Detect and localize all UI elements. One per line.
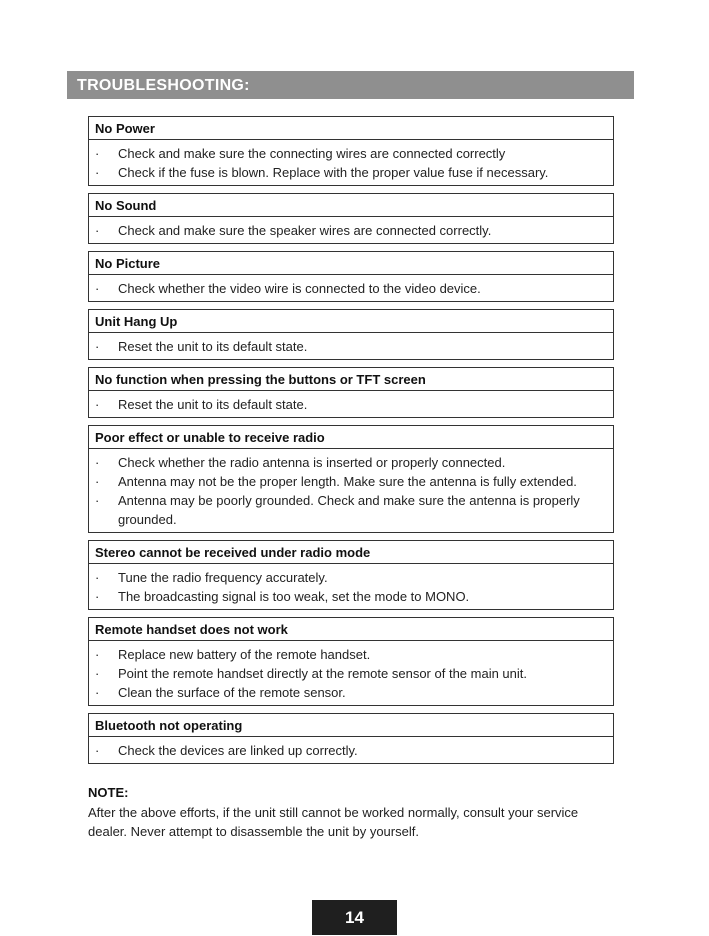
- bullet-list: [89, 641, 613, 705]
- list-item: [89, 221, 613, 240]
- bullet-icon: ·: [95, 339, 100, 354]
- troubleshooting-list: [88, 116, 614, 771]
- list-item-text: Point the remote handset directly at the remote sensor of the main unit.: [118, 666, 527, 681]
- troubleshooting-section: [88, 367, 614, 418]
- bullet-list: [89, 564, 613, 609]
- section-title: Bluetooth not operating: [89, 714, 613, 737]
- bullet-list: [89, 217, 613, 243]
- list-item-text: Check whether the video wire is connected to the video device.: [118, 281, 481, 296]
- bullet-icon: ·: [95, 455, 100, 470]
- bullet-list: [89, 737, 613, 763]
- note-text: After the above efforts, if the unit still cannot be worked normally, consult your service dealer. Never attempt to disassemble the unit by yourself.: [88, 805, 579, 839]
- list-item: [89, 664, 613, 683]
- bullet-icon: ·: [95, 474, 100, 489]
- note-label: NOTE:: [88, 785, 129, 800]
- bullet-icon: ·: [95, 570, 100, 585]
- list-item-text: Antenna may not be the proper length. Make sure the antenna is fully extended.: [118, 474, 577, 489]
- list-item: [89, 587, 613, 606]
- section-title: Unit Hang Up: [89, 310, 613, 333]
- list-item-text: Check and make sure the connecting wires are connected correctly: [118, 146, 506, 161]
- list-item-text: The broadcasting signal is too weak, set the mode to MONO.: [118, 589, 470, 604]
- troubleshooting-section: [88, 251, 614, 302]
- troubleshooting-section: [88, 617, 614, 706]
- bullet-list: [89, 333, 613, 359]
- bullet-icon: ·: [95, 589, 100, 604]
- list-item-text: Check and make sure the speaker wires are connected correctly.: [118, 223, 492, 238]
- troubleshooting-section: [88, 309, 614, 360]
- list-item-text: Reset the unit to its default state.: [118, 339, 308, 354]
- bullet-icon: ·: [95, 647, 100, 662]
- page-number: 14: [312, 900, 397, 935]
- list-item-text: Clean the surface of the remote sensor.: [118, 685, 346, 700]
- bullet-list: [89, 275, 613, 301]
- list-item: [89, 741, 613, 760]
- bullet-list: [89, 140, 613, 185]
- list-item-text: Check whether the radio antenna is inserted or properly connected.: [118, 455, 506, 470]
- bullet-icon: ·: [95, 685, 100, 700]
- bullet-icon: ·: [95, 743, 100, 758]
- bullet-list: [89, 449, 613, 532]
- bullet-icon: ·: [95, 281, 100, 296]
- list-item: [89, 279, 613, 298]
- list-item-text: Replace new battery of the remote handset.: [118, 647, 371, 662]
- list-item: [89, 144, 613, 163]
- bullet-list: [89, 391, 613, 417]
- list-item: [89, 645, 613, 664]
- list-item: [89, 163, 613, 182]
- list-item-text: Check the devices are linked up correctly.: [118, 743, 358, 758]
- list-item: [89, 337, 613, 356]
- bullet-icon: ·: [95, 146, 100, 161]
- list-item: [89, 472, 613, 491]
- bullet-icon: ·: [95, 165, 100, 180]
- bullet-icon: ·: [95, 223, 100, 238]
- section-title: No Sound: [89, 194, 613, 217]
- troubleshooting-section: [88, 425, 614, 533]
- list-item: [89, 491, 613, 529]
- section-header: TROUBLESHOOTING:: [67, 71, 634, 99]
- section-title: No function when pressing the buttons or TFT screen: [89, 368, 613, 391]
- list-item-text: Reset the unit to its default state.: [118, 397, 308, 412]
- section-title: Remote handset does not work: [89, 618, 613, 641]
- troubleshooting-section: [88, 713, 614, 764]
- bullet-icon: ·: [95, 666, 100, 681]
- list-item: [89, 453, 613, 472]
- list-item-text: Check if the fuse is blown. Replace with the proper value fuse if necessary.: [118, 165, 549, 180]
- bullet-icon: ·: [95, 397, 100, 412]
- bullet-icon: ·: [95, 493, 100, 508]
- section-title: Stereo cannot be received under radio mode: [89, 541, 613, 564]
- note-block: [88, 784, 608, 841]
- list-item: [89, 395, 613, 414]
- list-item: [89, 568, 613, 587]
- section-title: Poor effect or unable to receive radio: [89, 426, 613, 449]
- troubleshooting-section: [88, 116, 614, 186]
- list-item: [89, 683, 613, 702]
- list-item-text: Antenna may be poorly grounded. Check and make sure the antenna is properly grounded.: [118, 493, 580, 527]
- troubleshooting-section: [88, 193, 614, 244]
- section-title: No Power: [89, 117, 613, 140]
- troubleshooting-section: [88, 540, 614, 610]
- list-item-text: Tune the radio frequency accurately.: [118, 570, 328, 585]
- section-title: No Picture: [89, 252, 613, 275]
